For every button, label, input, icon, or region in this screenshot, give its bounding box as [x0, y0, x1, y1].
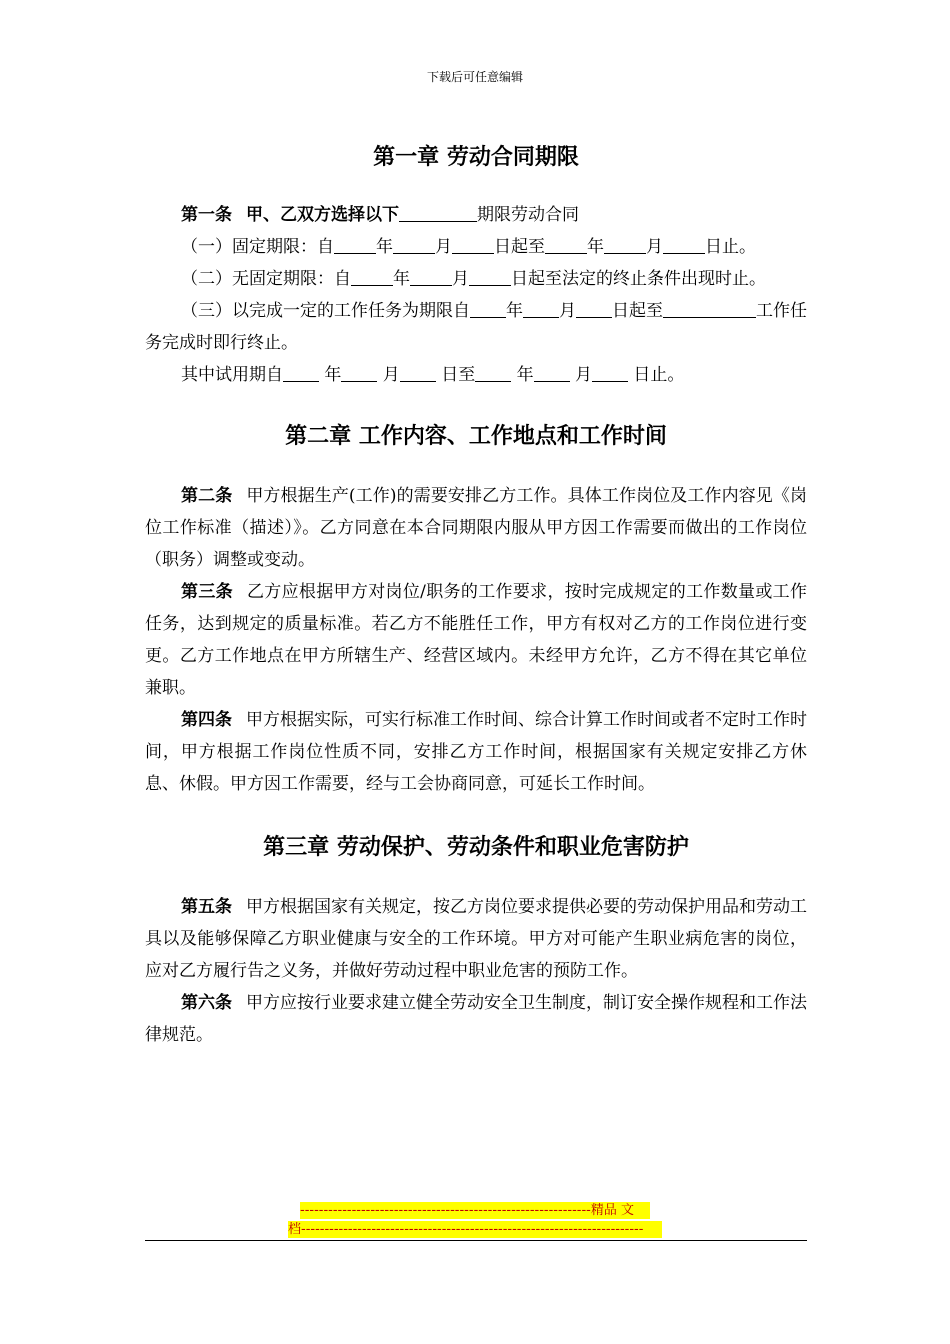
- article-6-label: 第六条: [181, 993, 232, 1013]
- footer-rule: [145, 1240, 807, 1241]
- opt1-text: （一）固定期限：自: [181, 237, 334, 257]
- opt1-month: 月: [435, 237, 452, 257]
- chapter-3-title: 第三章 劳动保护、劳动条件和职业危害防护: [263, 834, 689, 860]
- opt3-year: 年: [506, 301, 523, 321]
- article-1-text-a: 甲、乙双方选择以下: [246, 205, 399, 225]
- article-5-text: 甲方根据国家有关规定，按乙方岗位要求提供必要的劳动保护用品和劳动工具以及能够保障乙方职业健康与安全的工作环境。甲方对可能产生职业病危害的岗位，应对乙方履行告之义务，并做好劳动过程中职业危害的预防工作。: [145, 897, 807, 981]
- blank[interactable]: [410, 267, 452, 286]
- blank[interactable]: [576, 299, 612, 318]
- article-6: [145, 987, 807, 1051]
- opt1-month2: 月: [646, 237, 663, 257]
- blank[interactable]: [393, 235, 435, 254]
- trial-month2: 月: [569, 365, 593, 385]
- blank[interactable]: [592, 363, 628, 382]
- document-body: [145, 140, 807, 1051]
- opt3-text: （三）以完成一定的工作任务为期限自: [181, 301, 470, 321]
- blank[interactable]: [663, 235, 705, 254]
- article-5: [145, 891, 807, 987]
- trial-day-to: 日至: [435, 365, 476, 385]
- opt1-year2: 年: [587, 237, 604, 257]
- opt2-text: （二）无固定期限：自: [181, 269, 351, 289]
- blank[interactable]: [400, 363, 436, 382]
- opt3-day-to: 日起至: [612, 301, 663, 321]
- chapter-1-title: 第一章 劳动合同期限: [373, 144, 579, 170]
- option-open-term: [145, 263, 807, 295]
- blank[interactable]: [475, 363, 511, 382]
- option-fixed-term: [145, 231, 807, 263]
- article-6-text: 甲方应按行业要求建立健全劳动安全卫生制度，制订安全操作规程和工作法律规范。: [145, 993, 807, 1045]
- blank[interactable]: [351, 267, 393, 286]
- blank[interactable]: [663, 299, 748, 318]
- blank[interactable]: [283, 363, 319, 382]
- blank[interactable]: [604, 235, 646, 254]
- article-3-label: 第三条: [181, 582, 233, 602]
- blank[interactable]: [523, 299, 559, 318]
- blank[interactable]: [470, 299, 506, 318]
- footer-line-2: 档-------------------------------------------------------------------------: [288, 1221, 662, 1238]
- article-4-label: 第四条: [181, 710, 232, 730]
- article-1-label: 第一条: [181, 205, 232, 225]
- opt2-month: 月: [452, 269, 469, 289]
- article-1: [145, 199, 807, 231]
- opt1-day-end: 日止。: [705, 237, 756, 257]
- article-2: [145, 480, 807, 576]
- opt1-day-to: 日起至: [494, 237, 545, 257]
- opt2-year: 年: [393, 269, 410, 289]
- blank[interactable]: [452, 235, 494, 254]
- trial-end: 日止。: [628, 365, 685, 385]
- article-5-label: 第五条: [181, 897, 232, 917]
- article-4-text: 甲方根据实际，可实行标准工作时间、综合计算工作时间或者不定时工作时间，甲方根据工作岗位性质不同，安排乙方工作时间，根据国家有关规定安排乙方休息、休假。甲方因工作需要，经与工会协商同意，可延长工作时间。: [145, 710, 807, 794]
- opt2-rest: 日起至法定的终止条件出现时止。: [511, 269, 766, 289]
- blank[interactable]: [469, 267, 511, 286]
- article-2-text: 甲方根据生产(工作)的需要安排乙方工作。具体工作岗位及工作内容见《岗位工作标准（描述）》。乙方同意在本合同期限内服从甲方因工作需要而做出的工作岗位（职务）调整或变动。: [145, 486, 807, 570]
- blank[interactable]: [748, 299, 756, 318]
- option-task-term: [145, 295, 807, 359]
- article-4: [145, 704, 807, 800]
- article-3: [145, 576, 807, 704]
- blank[interactable]: [341, 363, 377, 382]
- blank[interactable]: [545, 235, 587, 254]
- chapter-2-title: 第二章 工作内容、工作地点和工作时间: [285, 423, 667, 449]
- contract-type-blank[interactable]: [399, 203, 477, 222]
- trial-text: 其中试用期自: [181, 365, 283, 385]
- article-1-text-b: 期限劳动合同: [477, 205, 579, 225]
- header-note: 下载后可任意编辑: [426, 70, 523, 84]
- blank[interactable]: [534, 363, 570, 382]
- opt1-year: 年: [376, 237, 393, 257]
- trial-period: [145, 359, 807, 391]
- footer-line-1: --------------------------------------------------------------精品 文: [300, 1202, 650, 1219]
- trial-year: 年: [319, 365, 342, 385]
- opt3-rest: 工作任务完成时即行终止。: [145, 301, 807, 353]
- trial-year2: 年: [511, 365, 534, 385]
- trial-month: 月: [377, 365, 400, 385]
- opt3-month: 月: [559, 301, 576, 321]
- article-3-text: 乙方应根据甲方对岗位/职务的工作要求，按时完成规定的工作数量或工作任务，达到规定的质量标准。若乙方不能胜任工作，甲方有权对乙方的工作岗位进行变更。乙方工作地点在甲方所辖生产、经营区域内。未经甲方允许，乙方不得在其它单位兼职。: [145, 582, 807, 698]
- article-2-label: 第二条: [181, 486, 233, 506]
- blank[interactable]: [334, 235, 376, 254]
